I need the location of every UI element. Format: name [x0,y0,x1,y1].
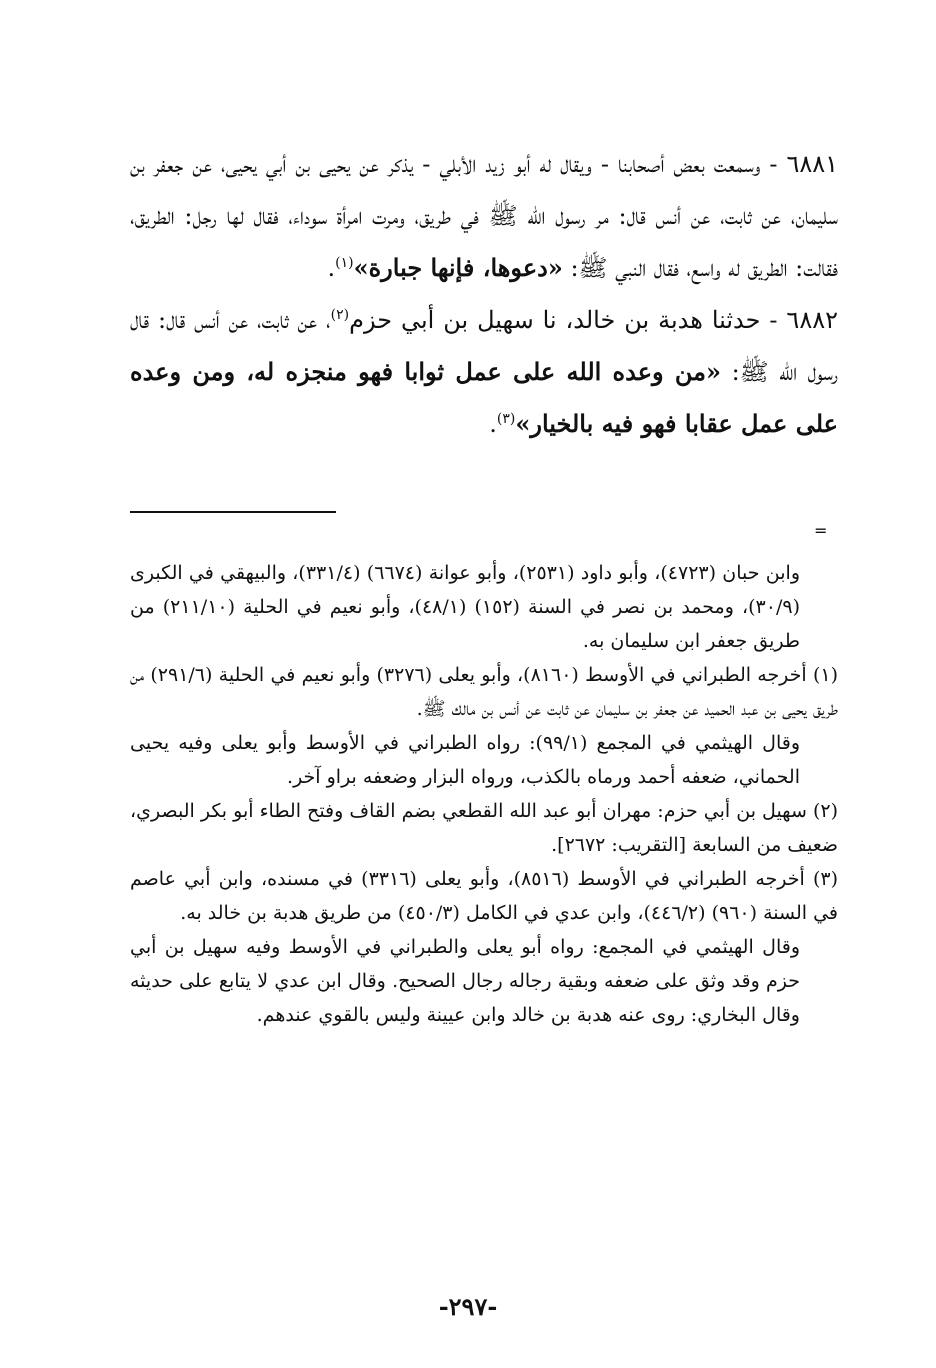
hadith-text: - حدثنا هدبة بن خالد، نا سهيل بن أبي حزم [349,306,787,334]
footnote-marker: (١) [812,664,839,686]
footnote-ref: (١) [335,255,354,271]
footnote-3-continued: وقال الهيثمي في المجمع: رواه أبو يعلى والطبراني في الأوسط وفيه سهيل بن أبي حزم وقد وثق على ضعفه وبقية رجاله رجال الصحيح. وقال ابن عدي لا يتابع على حديثه وقال البخاري: روى عنه هدبة بن خالد وابن عيينة وليس بالقوي عندهم. [130,936,800,1026]
hadith-number: ٦٨٨١ [786,150,838,178]
footnote-separator [130,511,336,513]
footnote-1-continued: وقال الهيثمي في المجمع (٩٩/١): رواه الطبراني في الأوسط وأبو يعلى وفيه يحيى الحماني، ضعفه أحمد ورماه بالكذب، ورواه البزار وضعفه براو آخر. [130,732,801,788]
hadith-6881 [130,138,838,294]
footnote-ref: (٢) [330,307,350,323]
footnote-text: سهيل بن أبي حزم: مهران أبو عبد الله القطعي بضم القاف وفتح الطاء أبو بكر البصري، ضعيف من السابعة [التقريب: ٢٦٧٢]. [130,800,838,856]
footnote-carryover: وابن حبان (٤٧٢٣)، وأبو داود (٢٥٣١)، وأبو عوانة (٦٦٧٤) (٣٣١/٤)، والبيهقي في الكبرى (٣٠/٩)، ومحمد بن نصر في السنة (١٥٢) (٤٨/١)، وأبو نعيم في الحلية (٢١١/١٠) من طريق جعفر ابن سليمان به. [130,562,800,652]
footnote-text: أخرجه الطبراني في الأوسط (٨١٦٠)، وأبو يعلى (٣٢٧٦) وأبو نعيم في الحلية (٢٩١/٦) من طريق يحيى بن عبد الحميد عن جعفر بن سليمان عن ثابت عن أنس بن مالك ﷺ. [130,664,838,720]
hadith-quote: «من وعده الله على عمل ثوابا فهو منجزه له، ومن وعده على عمل عقابا فهو فيه بالخيار» [130,357,838,438]
footnote-marker: (٣) [812,868,839,890]
footnote-text: أخرجه الطبراني في الأوسط (٨٥١٦)، وأبو يعلى (٣٣١٦) في مسنده، وابن أبي عاصم في السنة (٩٦٠) (٤٤٦/٢)، وابن عدي في الكامل (٤٥٠/٣) من طريق هدبة بن خالد به. [130,868,838,924]
hadith-quote: «دعوها، فإنها جبارة» [353,253,563,282]
hadith-end: . [489,410,497,438]
footnotes [130,556,838,1032]
hadith-text-continued: ، عن ثابت، عن أنس قال: قال رسول الله ﷺ: [130,306,838,386]
main-text [130,138,838,450]
footnote-ref: (٣) [496,411,516,427]
continuation-mark: = [814,521,828,540]
footnote-marker: (٢) [812,800,838,822]
footnote-1 [130,658,838,726]
page-number: -٢٩٧- [438,1292,498,1321]
hadith-number: ٦٨٨٢ [786,306,838,334]
hadith-6882 [130,294,838,450]
hadith-text: - وسمعت بعض أصحابنا - ويقال له أبو زيد الأبلي - يذكر عن يحيى بن أبي يحيى، عن جعفر بن سليمان، عن ثابت، عن أنس قال: مر رسول الله ﷺ في طريق، ومرت امرأة سوداء، فقال لها رجل: الطريق، فقالت: الطريق له واسع، فقال النبي ﷺ: [130,150,838,282]
footnote-2 [130,794,838,862]
footnote-3 [130,862,838,930]
hadith-end: . [327,254,336,282]
